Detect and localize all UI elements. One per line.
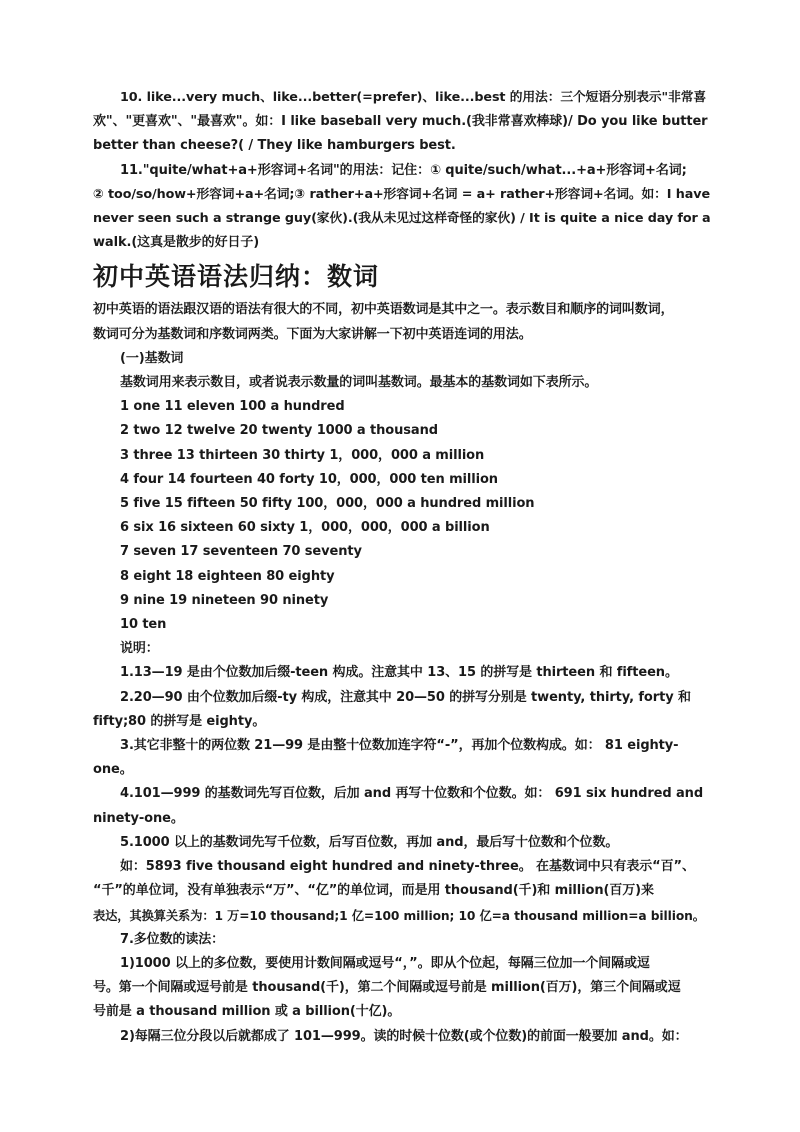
text-line: never seen such a strange guy(家伙).(我从未见过这样奇怪的家伙) / It is quite a nice day for a bbox=[93, 211, 711, 227]
text-line: 10. like...very much、like...better(=prefer)、like...best 的用法：三个短语分别表示"非常喜 bbox=[120, 90, 707, 105]
text-line: 4 four 14 fourteen 40 forty 10，000，000 ten million bbox=[120, 471, 498, 487]
text-line: 2)每隔三位分段以后就都成了 101—999。读的时候十位数(或个位数)的前面一般要加 and。如： bbox=[120, 1028, 688, 1044]
section-heading: 初中英语语法归纳：数词 bbox=[93, 262, 380, 292]
text-line: 8 eight 18 eighteen 80 eighty bbox=[120, 568, 335, 584]
text-line: “千”的单位词，没有单独表示“万”、“亿”的单位词，而是用 thousand(千)和 million(百万)来 bbox=[93, 883, 654, 899]
text-line: 初中英语的语法跟汉语的语法有很大的不同，初中英语数词是其中之一。表示数目和顺序的词叫数词， bbox=[93, 302, 674, 318]
text-line: 7 seven 17 seventeen 70 seventy bbox=[120, 544, 362, 560]
text-line: 10 ten bbox=[120, 617, 167, 633]
body-section bbox=[93, 298, 713, 1048]
text-line: 11."quite/what+a+形容词+名词"的用法：记住：① quite/such/what...+a+形容词+名词; bbox=[120, 162, 687, 178]
text-line: 号。第一个间隔或逗号前是 thousand(千)，第二个间隔或逗号前是 million(百万)，第三个间隔或逗 bbox=[93, 980, 681, 996]
text-line: 7.多位数的读法： bbox=[120, 931, 225, 947]
text-line: 表达，其换算关系为：1 万=10 thousand;1 亿=100 million; 10 亿=a thousand million=a billion。 bbox=[93, 908, 705, 923]
text-line: 1.13—19 是由个位数加后缀-teen 构成。注意其中 13、15 的拼写是 thirteen 和 fifteen。 bbox=[120, 665, 678, 681]
text-line: 9 nine 19 nineteen 90 ninety bbox=[120, 592, 329, 608]
text-line: 5 five 15 fifteen 50 fifty 100，000，000 a hundred million bbox=[120, 496, 535, 512]
text-line: ninety-one。 bbox=[93, 810, 184, 826]
text-line: 4.101—999 的基数词先写百位数，后加 and 再写十位数和个位数。如： 691 six hundred and bbox=[120, 786, 704, 802]
text-line: fifty;80 的拼写是 eighty。 bbox=[93, 713, 266, 729]
text-line: one。 bbox=[93, 762, 133, 778]
text-line: 3 three 13 thirteen 30 thirty 1，000，000 a million bbox=[120, 447, 485, 463]
text-line: 基数词用来表示数目，或者说表示数量的词叫基数词。最基本的基数词如下表所示。 bbox=[120, 375, 598, 391]
text-line: 5.1000 以上的基数词先写千位数，后写百位数，再加 and，最后写十位数和个位数。 bbox=[120, 834, 619, 850]
text-line: 6 six 16 sixteen 60 sixty 1，000，000，000 a billion bbox=[120, 520, 490, 536]
document-page bbox=[93, 86, 713, 1049]
text-line: 号前是 a thousand million 或 a billion(十亿)。 bbox=[93, 1004, 401, 1020]
text-line: 1 one 11 eleven 100 a hundred bbox=[120, 399, 345, 415]
text-line: 2.20—90 由个位数加后缀-ty 构成，注意其中 20—50 的拼写分别是 twenty, thirty, forty 和 bbox=[120, 689, 691, 705]
text-line: better than cheese?( / They like hamburgers best. bbox=[93, 138, 456, 154]
text-line: 说明： bbox=[120, 641, 159, 657]
text-line: (一)基数词 bbox=[120, 350, 184, 366]
text-line: walk.(这真是散步的好日子) bbox=[93, 235, 260, 251]
text-line: 2 two 12 twelve 20 twenty 1000 a thousand bbox=[120, 423, 438, 439]
text-line: ② too/so/how+形容词+a+名词;③ rather+a+形容词+名词 = a+ rather+形容词+名词。如：I have bbox=[93, 186, 711, 202]
text-line: 1)1000 以上的多位数，要使用计数间隔或逗号“，”。即从个位起，每隔三位加一个间隔或逗 bbox=[120, 955, 650, 971]
intro-section bbox=[93, 86, 713, 255]
text-line: 如：5893 five thousand eight hundred and ninety-three。 在基数词中只有表示“百”、 bbox=[120, 859, 695, 875]
text-line: 数词可分为基数词和序数词两类。下面为大家讲解一下初中英语连词的用法。 bbox=[93, 326, 532, 342]
text-line: 3.其它非整十的两位数 21—99 是由整十位数加连字符“-”，再加个位数构成。如： 81 eighty- bbox=[120, 738, 679, 754]
text-line: 欢"、"更喜欢"、"最喜欢"。如：I like baseball very much.(我非常喜欢棒球)/ Do you like butter bbox=[93, 114, 708, 130]
